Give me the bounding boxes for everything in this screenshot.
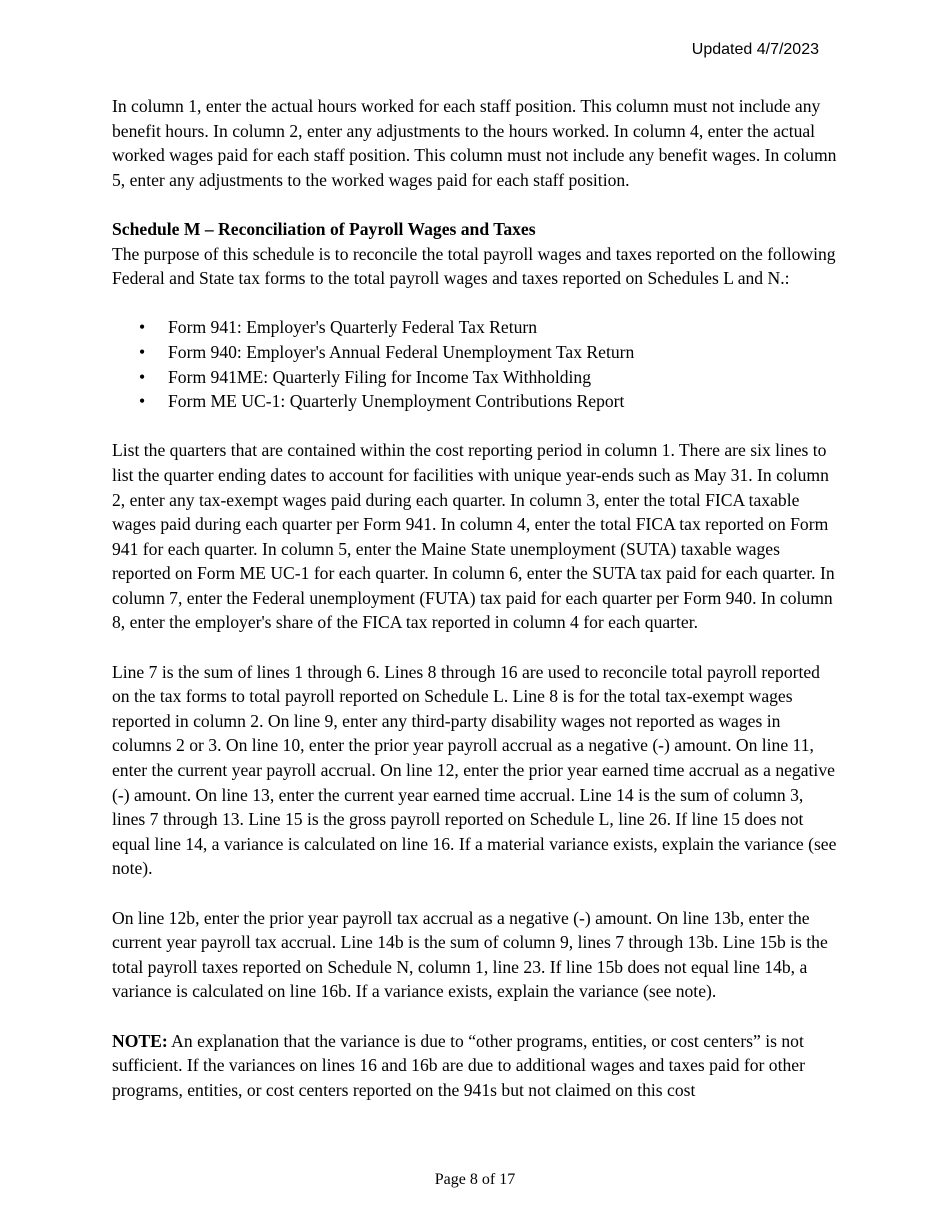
bullet-icon: • [139, 317, 146, 338]
page-number: Page 8 of 17 [434, 1171, 516, 1188]
note-text: An explanation that the variance is due to “other programs, entities, or cost centers” is not sufficient. If the variances on lines 16 and 16b are due to additional wages and taxes paid for other programs, entities, or cost centers reported on the 941s but not claimed on this cost [112, 1030, 805, 1100]
line7-paragraph: Line 7 is the sum of lines 1 through 6. Lines 8 through 16 are used to reconcile total payroll reported on the tax forms to total payroll reported on Schedule L. Line 8 is for the total tax-exempt wages reported in column 2. On line 9, enter any third-party disability wages not reported as wages in columns 2 or 3. On line 10, enter the prior year payroll accrual as a negative (-) amount. On line 11, enter the current year payroll accrual. On line 12, enter the prior year earned time accrual as a negative (-) amount. On line 13, enter the current year earned time accrual. Line 14 is the sum of column 3, lines 7 through 13. Line 15 is the gross payroll reported on Schedule L, line 26. If line 15 does not equal line 14, a variance is calculated on line 16. If a material variance exists, explain the variance (see note). [112, 661, 837, 879]
bullet-icon: • [139, 341, 146, 362]
quarters-paragraph: List the quarters that are contained within the cost reporting period in column 1. There are six lines to list the quarter ending dates to account for facilities with unique year-ends such as May 31. In column 2, enter any tax-exempt wages paid during each quarter. In column 3, enter the total FICA taxable wages paid during each quarter per Form 941. In column 4, enter the total FICA tax reported on Form 941 for each quarter. In column 5, enter the Maine State unemployment (SUTA) taxable wages reported on Form ME UC-1 for each quarter. In column 6, enter the SUTA tax paid for each quarter. In column 7, enter the Federal unemployment (FUTA) tax paid for each quarter per Form 940. In column 8, enter the employer's share of the FICA tax reported in column 4 for each quarter. [112, 440, 835, 633]
list-item: • Form 940: Employer's Annual Federal Unemployment Tax Return [168, 340, 840, 365]
line12b-paragraph: On line 12b, enter the prior year payroll tax accrual as a negative (-) amount. On line 13b, enter the current year payroll tax accrual. Line 14b is the sum of column 9, lines 7 through 13b. Line 15b is the total payroll taxes reported on Schedule N, column 1, line 23. If line 15b does not equal line 14b, a variance is calculated on line 16b. If a variance exists, explain the variance (see note). [112, 907, 828, 1002]
bullet-icon: • [139, 391, 146, 412]
intro-paragraph: In column 1, enter the actual hours worked for each staff position. This column must not include any benefit hours. In column 2, enter any adjustments to the hours worked. In column 4, enter the actual worked wages paid for each staff position. This column must not include any benefit wages. In column 5, enter any adjustments to the worked wages paid for each staff position. [112, 96, 837, 190]
schedule-m-section [112, 217, 840, 291]
list-item: • Form 941ME: Quarterly Filing for Income Tax Withholding [168, 365, 840, 390]
purpose-paragraph: The purpose of this schedule is to reconcile the total payroll wages and taxes reported on the following Federal and State tax forms to the total payroll wages and taxes reported on Schedules L and N.: [112, 243, 836, 289]
note-label: NOTE: [112, 1030, 168, 1051]
note-paragraph [112, 1029, 840, 1103]
tax-forms-list [112, 315, 840, 413]
bullet-icon: • [139, 366, 146, 387]
document-body [112, 94, 840, 1127]
updated-date: Updated 4/7/2023 [691, 41, 819, 58]
list-item: • Form ME UC-1: Quarterly Unemployment Contributions Report [168, 389, 840, 414]
section-heading: Schedule M – Reconciliation of Payroll Wages and Taxes [112, 218, 536, 239]
list-item: • Form 941: Employer's Quarterly Federal Tax Return [168, 315, 840, 340]
